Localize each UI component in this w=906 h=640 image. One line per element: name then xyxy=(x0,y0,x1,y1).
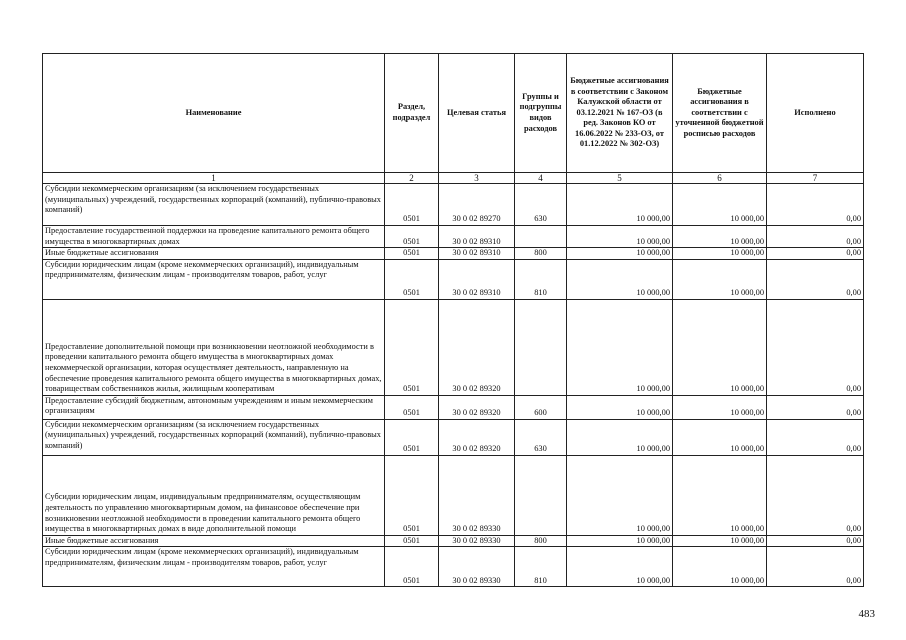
row-kind xyxy=(515,226,567,248)
row-done: 0,00 xyxy=(767,395,864,419)
row-article: 30 0 02 89330 xyxy=(439,455,515,535)
row-plan: 10 000,00 xyxy=(673,455,767,535)
col-number: 6 xyxy=(673,173,767,184)
col-number: 1 xyxy=(43,173,385,184)
row-kind xyxy=(515,455,567,535)
row-name: Предоставление дополнительной помощи при возникновении неотложной необходимости в проведении капитального ремонта общего имущества в многоквартирных домах некоммерческой организации, которая осуществляет деятельность, направленную на обеспечение проведения капитального ремонта общего имущества в многоквартирных домах, товариществам собственников жилья, жилищным кооперативам xyxy=(43,299,385,395)
col-header-kind: Группы и подгруппы видов расходов xyxy=(515,54,567,173)
col-header-plan: Бюджетные ассигнования в соответствии с уточненной бюджетной росписью расходов xyxy=(673,54,767,173)
row-done: 0,00 xyxy=(767,419,864,455)
row-name: Субсидии некоммерческим организациям (за исключением государственных (муниципальных) учреждений, государственных корпораций (компаний), публично-правовых компаний) xyxy=(43,419,385,455)
row-section: 0501 xyxy=(385,455,439,535)
row-article: 30 0 02 89310 xyxy=(439,226,515,248)
row-plan: 10 000,00 xyxy=(673,395,767,419)
col-header-section: Раздел, подраздел xyxy=(385,54,439,173)
col-header-done: Исполнено xyxy=(767,54,864,173)
budget-table xyxy=(42,53,864,587)
row-kind: 800 xyxy=(515,248,567,260)
row-section: 0501 xyxy=(385,547,439,587)
row-plan: 10 000,00 xyxy=(673,547,767,587)
row-law: 10 000,00 xyxy=(567,535,673,547)
row-plan: 10 000,00 xyxy=(673,248,767,260)
row-article: 30 0 02 89320 xyxy=(439,419,515,455)
row-name: Субсидии некоммерческим организациям (за исключением государственных (муниципальных) учреждений, государственных корпораций (компаний), публично-правовых компаний) xyxy=(43,184,385,226)
col-number: 3 xyxy=(439,173,515,184)
row-law: 10 000,00 xyxy=(567,259,673,299)
row-section: 0501 xyxy=(385,184,439,226)
row-article: 30 0 02 89330 xyxy=(439,547,515,587)
row-name: Субсидии юридическим лицам (кроме некоммерческих организаций), индивидуальным предпринимателям, физическим лицам - производителям товаров, работ, услуг xyxy=(43,547,385,587)
row-done: 0,00 xyxy=(767,248,864,260)
row-done: 0,00 xyxy=(767,547,864,587)
row-plan: 10 000,00 xyxy=(673,419,767,455)
row-kind: 800 xyxy=(515,535,567,547)
table-row xyxy=(43,248,864,260)
row-kind: 600 xyxy=(515,395,567,419)
col-number: 7 xyxy=(767,173,864,184)
row-law: 10 000,00 xyxy=(567,547,673,587)
row-kind: 810 xyxy=(515,259,567,299)
row-article: 30 0 02 89330 xyxy=(439,535,515,547)
column-number-row xyxy=(43,173,864,184)
col-number: 2 xyxy=(385,173,439,184)
row-law: 10 000,00 xyxy=(567,455,673,535)
row-done: 0,00 xyxy=(767,455,864,535)
table-row xyxy=(43,226,864,248)
table-row xyxy=(43,547,864,587)
table-row xyxy=(43,535,864,547)
table-row xyxy=(43,455,864,535)
row-law: 10 000,00 xyxy=(567,299,673,395)
col-number: 4 xyxy=(515,173,567,184)
table-row xyxy=(43,259,864,299)
row-name: Субсидии юридическим лицам (кроме некоммерческих организаций), индивидуальным предпринимателям, физическим лицам - производителям товаров, работ, услуг xyxy=(43,259,385,299)
row-law: 10 000,00 xyxy=(567,226,673,248)
row-done: 0,00 xyxy=(767,184,864,226)
row-plan: 10 000,00 xyxy=(673,184,767,226)
row-law: 10 000,00 xyxy=(567,248,673,260)
row-section: 0501 xyxy=(385,419,439,455)
row-plan: 10 000,00 xyxy=(673,259,767,299)
row-kind: 630 xyxy=(515,184,567,226)
row-plan: 10 000,00 xyxy=(673,226,767,248)
row-section: 0501 xyxy=(385,395,439,419)
row-name: Иные бюджетные ассигнования xyxy=(43,535,385,547)
row-name: Предоставление субсидий бюджетным, автономным учреждениям и иным некоммерческим организациям xyxy=(43,395,385,419)
row-article: 30 0 02 89320 xyxy=(439,299,515,395)
row-done: 0,00 xyxy=(767,226,864,248)
row-article: 30 0 02 89310 xyxy=(439,259,515,299)
row-done: 0,00 xyxy=(767,535,864,547)
col-number: 5 xyxy=(567,173,673,184)
page-number: 483 xyxy=(858,608,875,620)
header-row xyxy=(43,54,864,173)
row-law: 10 000,00 xyxy=(567,184,673,226)
row-article: 30 0 02 89320 xyxy=(439,395,515,419)
table-row xyxy=(43,419,864,455)
table-row xyxy=(43,395,864,419)
table-row xyxy=(43,184,864,226)
row-plan: 10 000,00 xyxy=(673,299,767,395)
row-section: 0501 xyxy=(385,535,439,547)
row-done: 0,00 xyxy=(767,299,864,395)
row-law: 10 000,00 xyxy=(567,419,673,455)
col-header-law: Бюджетные ассигнования в соответствии с Законом Калужской области от 03.12.2021 № 167-ОЗ (в ред. Законов КО от 16.06.2022 № 233-ОЗ, от 01.12.2022 № 302-ОЗ) xyxy=(567,54,673,173)
col-header-article: Целевая статья xyxy=(439,54,515,173)
row-kind xyxy=(515,299,567,395)
row-article: 30 0 02 89310 xyxy=(439,248,515,260)
row-article: 30 0 02 89270 xyxy=(439,184,515,226)
row-done: 0,00 xyxy=(767,259,864,299)
row-name: Субсидии юридическим лицам, индивидуальным предпринимателям, осуществляющим деятельность по управлению многоквартирным домом, на финансовое обеспечение при возникновении неотложной необходимости в проведении капитального ремонта общего имущества в многоквартирных домах в виде дополнительной помощи xyxy=(43,455,385,535)
row-law: 10 000,00 xyxy=(567,395,673,419)
row-section: 0501 xyxy=(385,259,439,299)
row-plan: 10 000,00 xyxy=(673,535,767,547)
col-header-name: Наименование xyxy=(43,54,385,173)
row-section: 0501 xyxy=(385,226,439,248)
table-row xyxy=(43,299,864,395)
row-name: Предоставление государственной поддержки на проведение капитального ремонта общего имущества в многоквартирных домах xyxy=(43,226,385,248)
row-name: Иные бюджетные ассигнования xyxy=(43,248,385,260)
row-kind: 810 xyxy=(515,547,567,587)
row-kind: 630 xyxy=(515,419,567,455)
row-section: 0501 xyxy=(385,248,439,260)
row-section: 0501 xyxy=(385,299,439,395)
